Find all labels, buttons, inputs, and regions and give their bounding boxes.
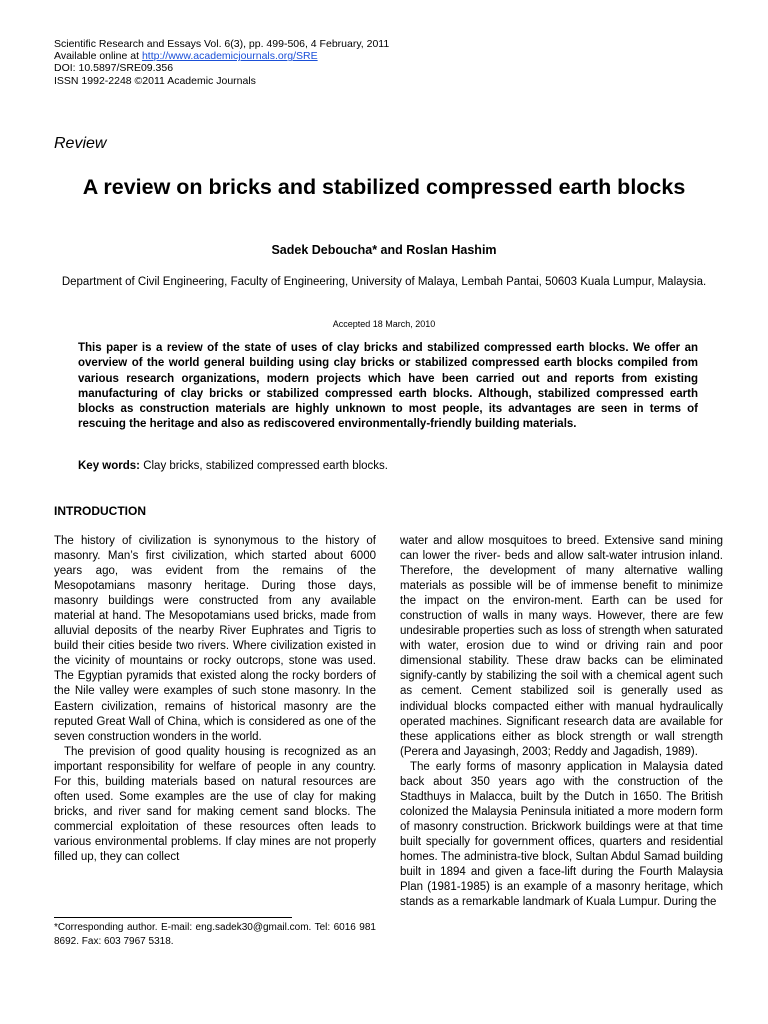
affiliation: Department of Civil Engineering, Faculty of Engineering, University of Malaya, Lembah Pantai, 50603 Kuala Lumpur, Malaysia. [61, 276, 707, 288]
paragraph: water and allow mosquitoes to breed. Extensive sand mining can lower the river- beds and allow salt-water intrusion inland. Therefore, the development of many alternative walling materials as possible will be of immense benefit to minimize the impact on the environ-ment. Earth can be used for construction of walls in many ways. However, there are few undesirable properties such as loss of strength when saturated with water, erosion due to wind or driving rain and poor dimensional stability. These draw backs can be eliminated signify-cantly by stabilizing the soil with a chemical agent such as cement. Cement stabilized soil is generally used as individual blocks compacted either with manual hydraulically operated machines. Significant research data are available for these applications either as block strength or wall strength (Perera and Jayasingh, 2003; Reddy and Jagadish, 1989). [400, 535, 723, 758]
paragraph: The prevision of good quality housing is recognized as an important responsibility for welfare of people in any country. For this, building materials based on natural resources are often used. Some examples are the use of clay for making bricks, and river sand for making cement sand blocks. The commercial exploitation of these resources often leads to various environmental problems. If clay mines are not properly filled up, they can collect [54, 745, 376, 863]
left-column [54, 534, 376, 865]
availability-line [54, 50, 389, 62]
journal-header [54, 38, 389, 87]
journal-link[interactable]: http://www.academicjournals.org/SRE [141, 50, 318, 63]
accepted-date: Accepted 18 March, 2010 [332, 319, 436, 329]
footnote-divider [54, 917, 292, 918]
journal-citation: Scientific Research and Essays Vol. 6(3), pp. 499-506, 4 February, 2011 [54, 38, 390, 50]
right-column [400, 534, 723, 910]
paper-title: A review on bricks and stabilized compressed earth blocks [82, 175, 686, 199]
issn-line: ISSN 1992-2248 ©2011 Academic Journals [54, 74, 256, 87]
keywords-text: Clay bricks, stabilized compressed earth blocks. [140, 460, 388, 472]
abstract: This paper is a review of the state of uses of clay bricks and stabilized compressed earth blocks. We offer an overview of the world general building using clay bricks or stabilized compressed earth blocks compiled from various research organizations, modern projects which have been carried out and reports from existing manufacturing of clay bricks or stabilized compressed earth blocks. Although, stabilized compressed earth blocks as construction materials are highly unknown to most people, its advantages are seen in terms of rescuing the heritage and also as rediscovered environmentally-friendly building materials. [78, 342, 698, 431]
authors: Sadek Deboucha* and Roslan Hashim [271, 243, 497, 257]
paragraph: The early forms of masonry application in Malaysia dated back about 350 years ago with the construction of the Stadthuys in Malacca, built by the Dutch in 1650. The British colonized the Malaysia Peninsula initiated a more modern form of masonry construction. Brickwork buildings were at that time built specially for government offices, quarters and residential homes. The administra-tive block, Sultan Abdul Samad building built in 1894 and given a face-lift during the Fourth Malaysia Plan (1981-1985) is an example of a masonry heritage, which stands as a remarkable landmark of Kuala Lumpur. During the [400, 760, 723, 909]
keywords [78, 460, 698, 472]
availability-prefix: Available online at [54, 50, 142, 63]
introduction-heading: INTRODUCTION [54, 504, 146, 518]
paragraph: The history of civilization is synonymous to the history of masonry. Man’s first civilization, which started about 6000 years ago, was evident from the remains of the Mesopotamians masonry heritage. During those days, masonry buildings were constructed from any available material at hand. The Mesopotamians used bricks, made from alluvial deposits of the nearby River Euphrates and Tigris to build their cities beside two rivers. Where civilization existed in the vicinity of mountains or rocky outcrops, stone was used. The Egyptian pyramids that existed along the rocky borders of the Nile valley were examples of such stone masonry. In the Eastern civilization, remains of historical masonry are the reputed Great Wall of China, which is considered as one of the seven construction wonders in the world. [54, 535, 376, 743]
keywords-label: Key words: [78, 460, 140, 472]
doi-line: DOI: 10.5897/SRE09.356 [54, 62, 174, 75]
footnote: *Corresponding author. E-mail: eng.sadek30@gmail.com. Tel: 6016 981 8692. Fax: 603 7967 5318. [54, 922, 376, 947]
section-label: Review [54, 135, 107, 152]
